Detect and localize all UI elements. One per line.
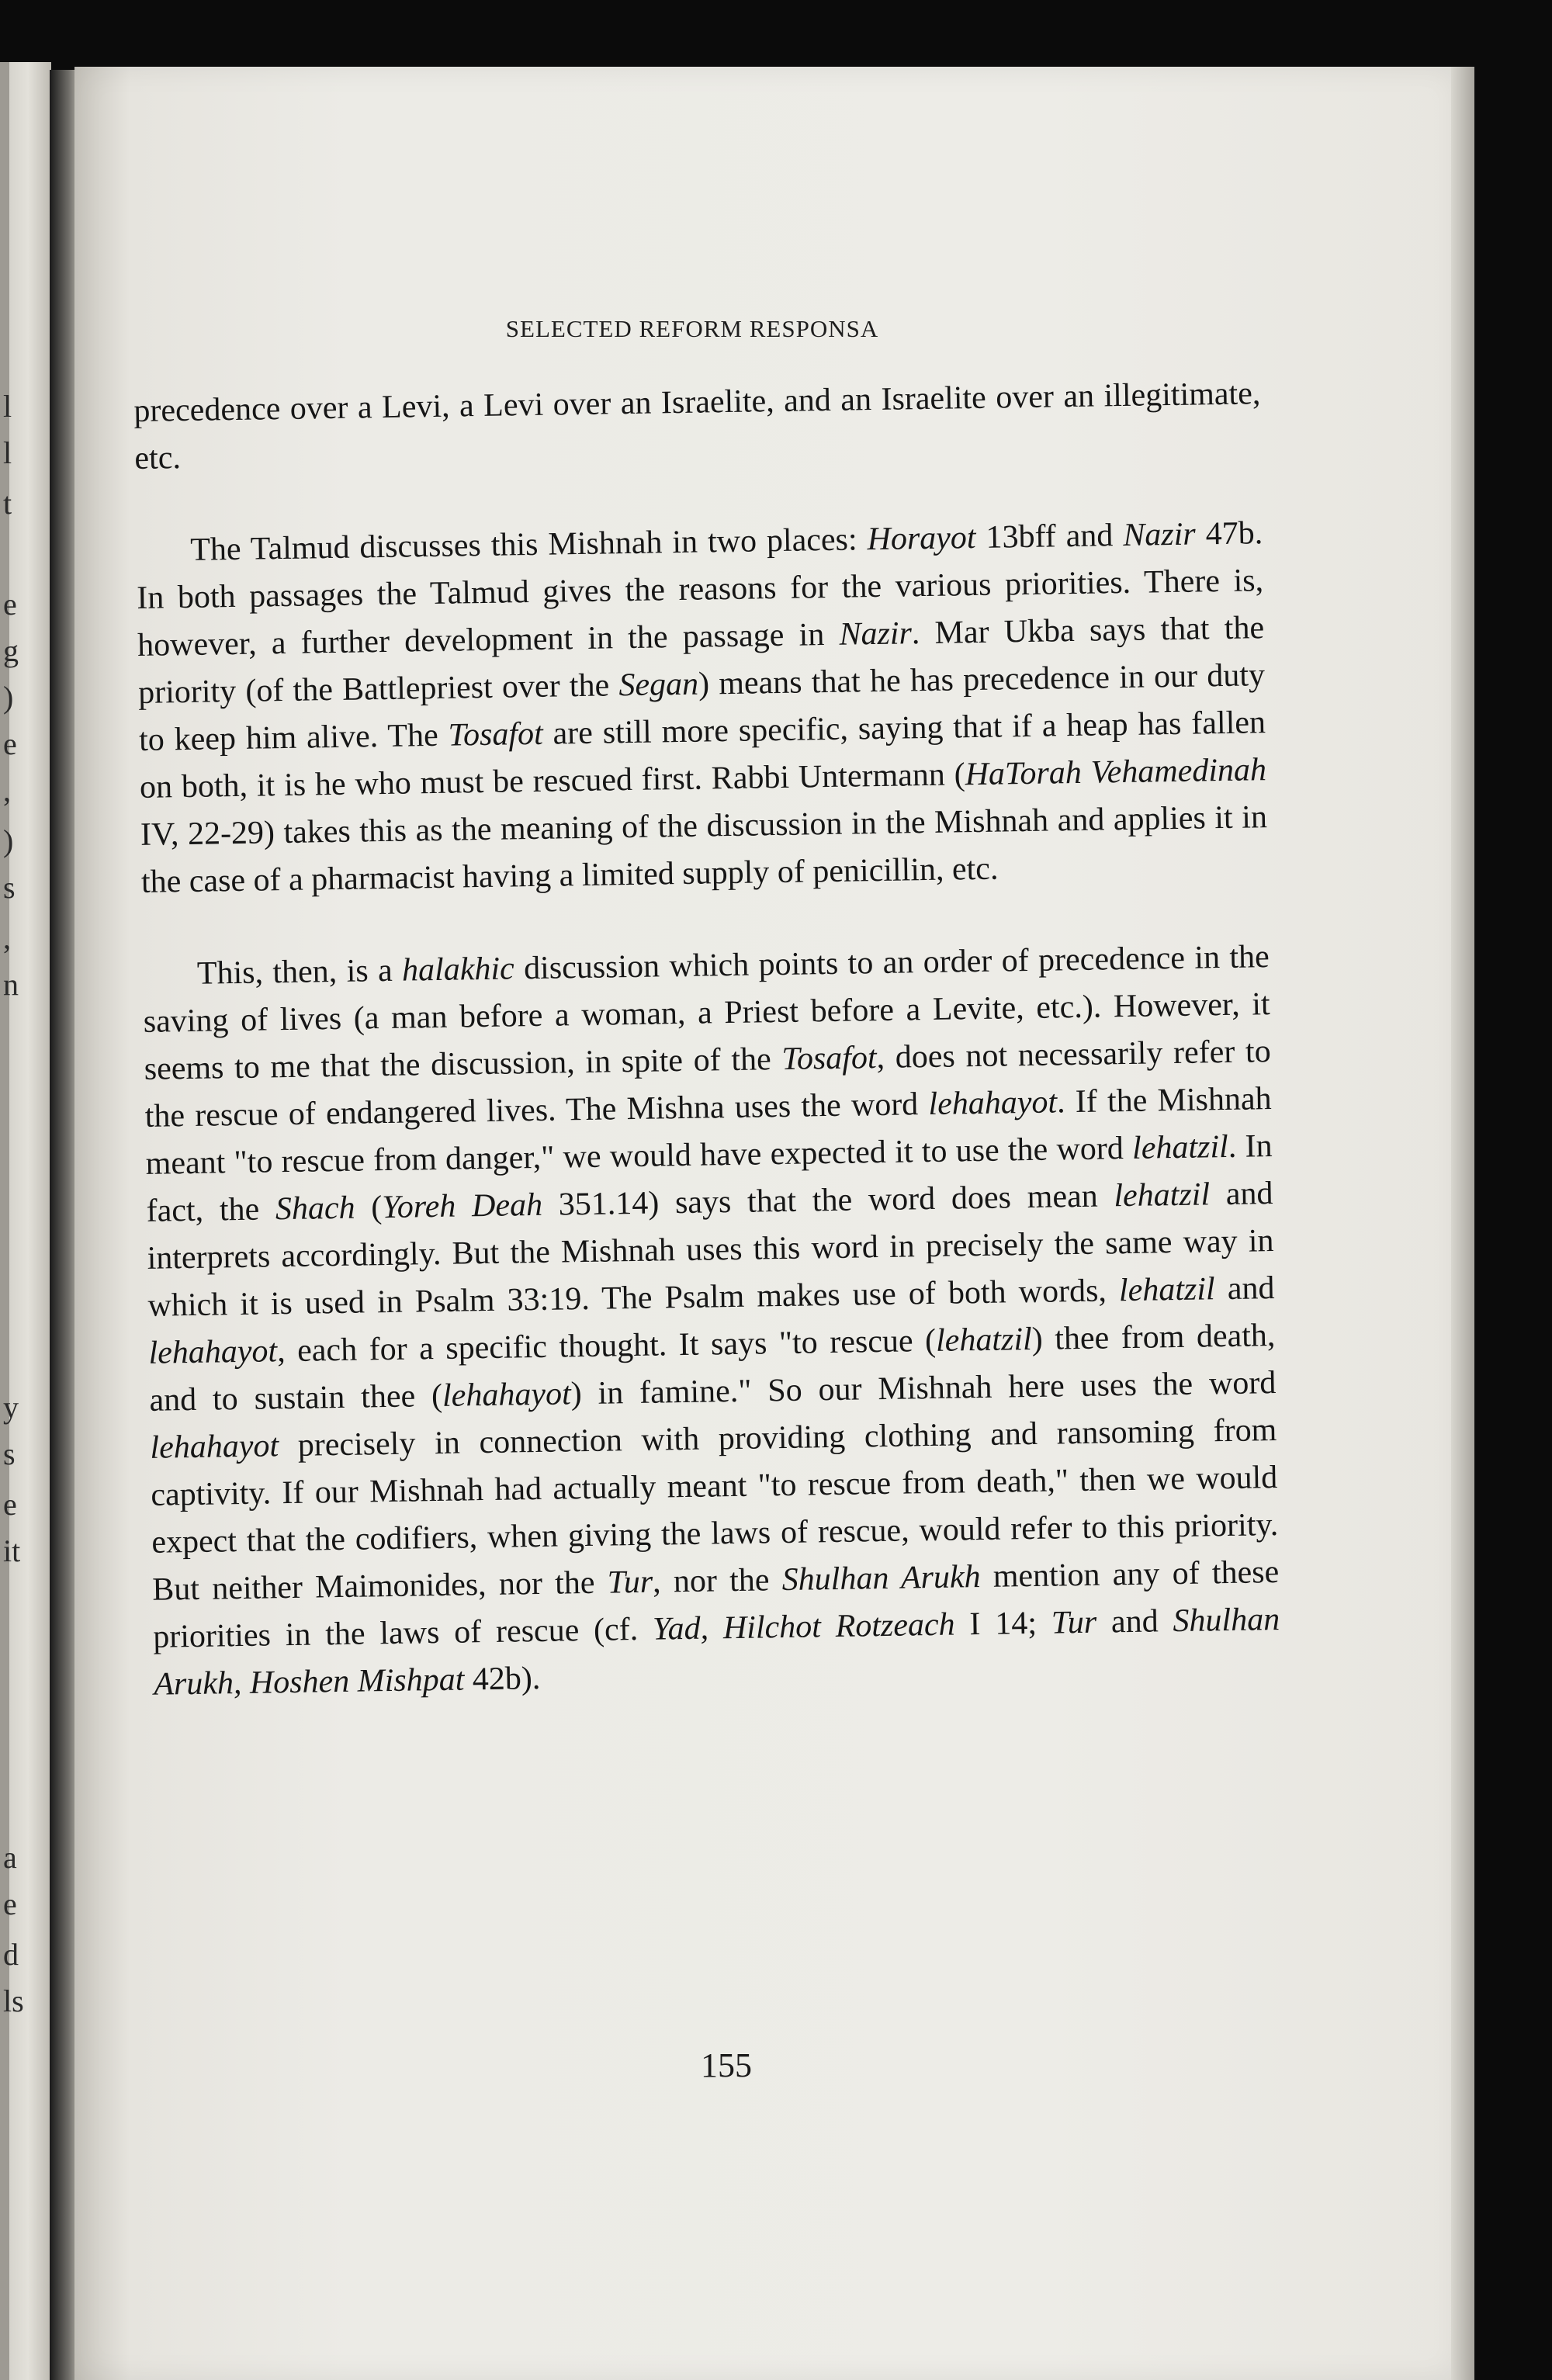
text-run: . In fact, the <box>146 1128 1273 1229</box>
previous-page-fragment: d <box>3 1937 19 1972</box>
paragraph <box>136 510 1268 906</box>
previous-page-fragment: it <box>3 1533 21 1568</box>
page-number: 155 <box>701 2046 752 2084</box>
italic-term: Segan <box>618 666 699 704</box>
italic-term: lehatzil <box>1118 1271 1215 1309</box>
italic-term: lehahayot <box>150 1428 279 1466</box>
previous-page-fragment: t <box>3 486 12 521</box>
previous-page-fragment: ) <box>3 680 14 715</box>
italic-term: Tosafot <box>448 715 544 753</box>
italic-term: lehahayot <box>442 1376 572 1414</box>
text-run: and <box>1096 1603 1173 1640</box>
text-run: 42b). <box>463 1660 541 1698</box>
text-run: , does not necessarily refer to the rescue of endangered lives. The Mishna uses the word <box>144 1034 1271 1135</box>
text-run: and <box>1214 1270 1275 1308</box>
italic-term: lehahayot <box>148 1333 278 1371</box>
previous-page-fragment: , <box>3 920 11 955</box>
text-run: discussion which points to an order of precedence in the saving of lives (a man before a woman, a Priest before a Levite, etc.). However, it seems to me that the discussion, in spite of the <box>143 939 1271 1087</box>
italic-term: lehatzil <box>935 1321 1033 1359</box>
running-head: SELECTED REFORM RESPONSA <box>505 315 879 342</box>
text-run: mention any of these priorities in the laws of rescue (cf. <box>152 1554 1280 1655</box>
text-run: 47b. In both passages the Talmud gives the reasons for the various priorities. There is, however, a further development in the passage in <box>136 515 1264 663</box>
previous-page-fragment: s <box>3 1436 16 1471</box>
text-run: The Talmud discusses this Mishnah in two places: <box>189 521 868 568</box>
previous-page-fragment: l <box>3 435 12 470</box>
text-run: IV, 22-29) takes this as the meaning of the discussion in the Mishnah and applies it in the case of a pharmacist having a limited supply of penicillin, etc. <box>140 799 1268 900</box>
italic-term: Shulhan Arukh, Hoshen Mishpat <box>153 1601 1280 1703</box>
italic-term: Tur <box>607 1564 653 1601</box>
italic-term: Tur <box>1051 1604 1097 1641</box>
text-run: ( <box>355 1190 383 1226</box>
previous-page-text-fragments <box>0 0 51 2380</box>
text-run: 351.14) says that the word does mean <box>542 1178 1114 1223</box>
previous-page-fragment: e <box>3 726 17 761</box>
italic-term: HaTorah Vehamedinah <box>965 752 1267 793</box>
previous-page-fragment: s <box>3 870 16 905</box>
page-edge <box>1451 67 1474 2380</box>
italic-term: Yad, Hilchot Rotzeach <box>652 1606 955 1647</box>
italic-term: lehatzil <box>1131 1128 1229 1166</box>
previous-page-fragment: ls <box>3 1983 24 2018</box>
italic-term: lehahayot <box>928 1084 1058 1123</box>
text-run: ) thee from death, and to sustain thee ( <box>149 1318 1276 1419</box>
body-text <box>133 370 1281 1709</box>
text-run: precisely in connection with providing clothing and ransoming from captivity. If our Mishnah had actually meant "to rescue from death," then we would expect that the codifiers, when giving the laws of rescue, would refer to this priority. But neither Maimonides, nor the <box>151 1412 1279 1608</box>
italic-term: Horayot <box>867 519 976 558</box>
text-run: are still more specific, saying that if a heap has fallen on both, it is he who must be rescued first. Rabbi Untermann ( <box>139 705 1266 805</box>
previous-page-fragment: e <box>3 1487 17 1522</box>
previous-page-fragment: g <box>3 633 19 668</box>
italic-term: Nazir <box>1122 516 1197 553</box>
italic-term: Shulhan Arukh <box>781 1559 981 1599</box>
text-run: 13bff and <box>975 517 1124 556</box>
text-run: . Mar Ukba says that the priority (of the Battlepriest over the <box>137 610 1265 711</box>
previous-page-fragment: e <box>3 587 17 622</box>
previous-page-fragment: n <box>3 967 19 1002</box>
text-run: I 14; <box>954 1605 1052 1643</box>
italic-term: Nazir <box>839 615 913 653</box>
italic-term: lehatzil <box>1114 1176 1211 1214</box>
previous-page-fragment: y <box>3 1390 19 1425</box>
italic-term: halakhic <box>401 951 515 989</box>
text-run: and interprets accordingly. But the Mishnah uses this word in precisely the same way in which it is used in Psalm 33:19. The Psalm makes use of both words, <box>147 1176 1274 1324</box>
italic-term: Shach <box>275 1190 355 1228</box>
previous-page-fragment: e <box>3 1886 17 1921</box>
text-run: , nor the <box>652 1562 783 1600</box>
italic-term: Tosafot <box>781 1040 877 1077</box>
text-run: precedence over a Levi, a Levi over an Israelite, and an Israelite over an illegitimate, etc. <box>133 376 1261 476</box>
text-run: ) means that he has precedence in our duty to keep him alive. The <box>138 657 1266 758</box>
text-run: This, then, is a <box>196 952 403 992</box>
italic-term: Yoreh Deah <box>381 1187 543 1226</box>
paragraph <box>133 370 1262 483</box>
previous-page-fragment: , <box>3 773 11 808</box>
previous-page-fragment: a <box>3 1840 17 1875</box>
text-run: . If the Mishnah meant "to rescue from danger," we would have expected it to use the word <box>145 1081 1272 1182</box>
paragraph <box>142 934 1280 1709</box>
text-run: , each for a specific thought. It says "to rescue ( <box>276 1322 937 1370</box>
text-run: ) in famine." So our Mishnah here uses the word <box>570 1365 1277 1412</box>
previous-page-fragment: ) <box>3 823 14 858</box>
previous-page-fragment: l <box>3 389 12 424</box>
